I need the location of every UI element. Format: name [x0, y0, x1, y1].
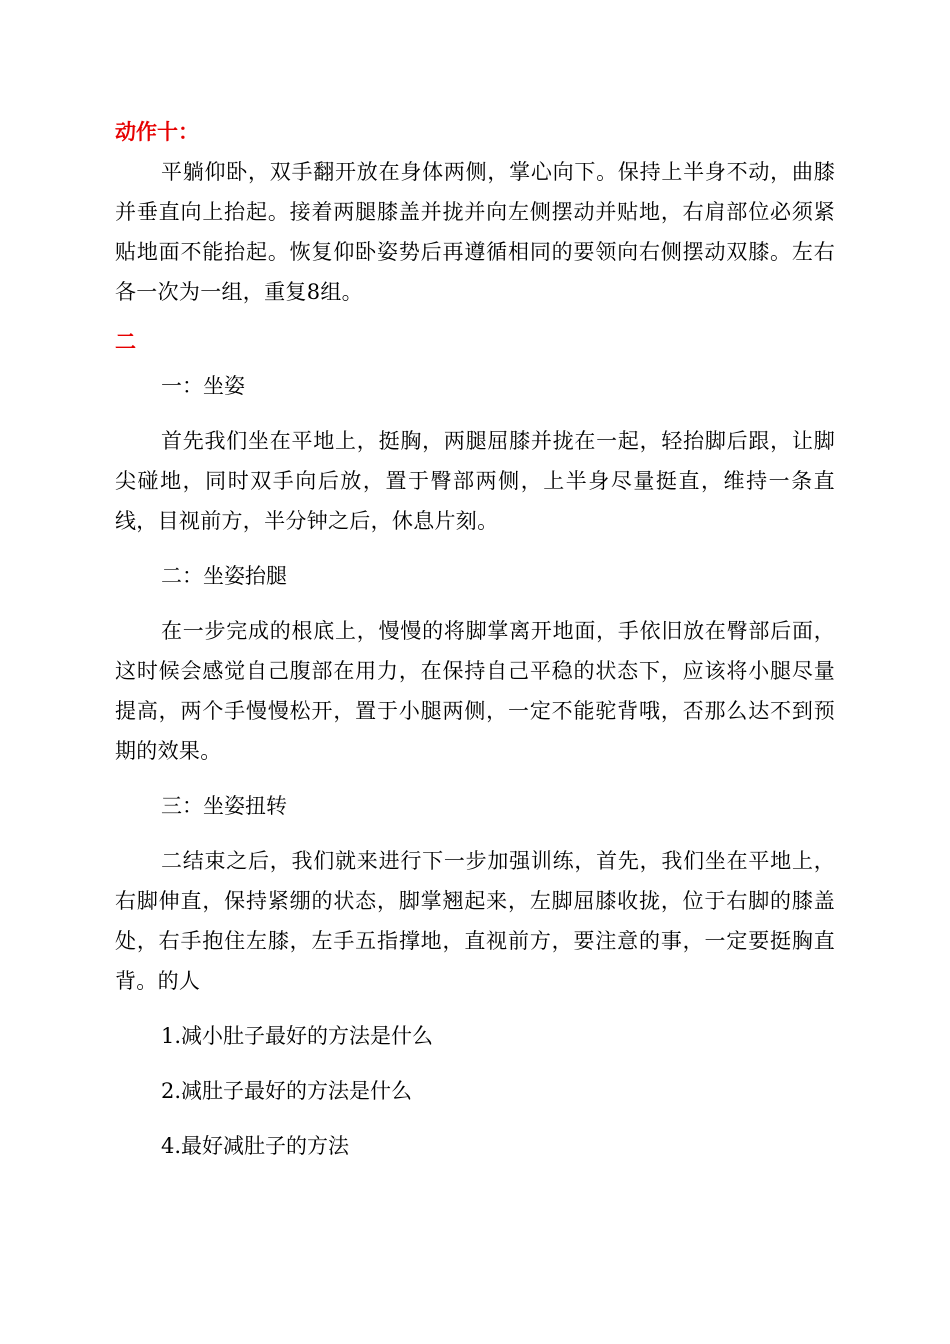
subsection-title-sitting-twist: 三：坐姿扭转 [161, 794, 287, 818]
related-list-item: 4.最好减肚子的方法 [161, 1134, 350, 1158]
subsection-title-sitting-leg-raise: 二：坐姿抬腿 [161, 564, 287, 588]
subsection-body-sitting: 首先我们坐在平地上，挺胸，两腿屈膝并拢在一起，轻抬脚后跟，让脚尖碰地，同时双手向后放，置于臀部两侧，上半身尽量挺直，维持一条直线，目视前方，半分钟之后，休息片刻。 [115, 429, 835, 533]
subsection-title-sitting: 一：坐姿 [161, 374, 245, 398]
subsection-body-sitting-twist: 二结束之后，我们就来进行下一步加强训练，首先，我们坐在平地上，右脚伸直，保持紧绷的状态，脚掌翘起来，左脚屈膝收拢，位于右脚的膝盖处，右手抱住左膝，左手五指撑地，直视前方，要注意的事，一定要挺胸直背。的人 [115, 849, 835, 993]
subsection-body-sitting-leg-raise: 在一步完成的根底上，慢慢的将脚掌离开地面，手依旧放在臀部后面，这时候会感觉自己腹部在用力，在保持自己平稳的状态下，应该将小腿尽量提高，两个手慢慢松开，置于小腿两侧，一定不能驼背哦，否那么达不到预期的效果。 [115, 619, 835, 763]
related-list-item: 1.减小肚子最好的方法是什么 [161, 1024, 434, 1048]
document-page [115, 112, 835, 1166]
related-list-item: 2.减肚子最好的方法是什么 [161, 1079, 413, 1103]
section-two-heading: 二 [115, 330, 136, 354]
section-ten-heading: 动作十： [115, 120, 199, 144]
section-ten-body: 平躺仰卧，双手翻开放在身体两侧，掌心向下。保持上半身不动，曲膝并垂直向上抬起。接着两腿膝盖并拢并向左侧摆动并贴地，右肩部位必须紧贴地面不能抬起。恢复仰卧姿势后再遵循相同的要领向右侧摆动双膝。左右各一次为一组，重复8组。 [115, 160, 835, 304]
